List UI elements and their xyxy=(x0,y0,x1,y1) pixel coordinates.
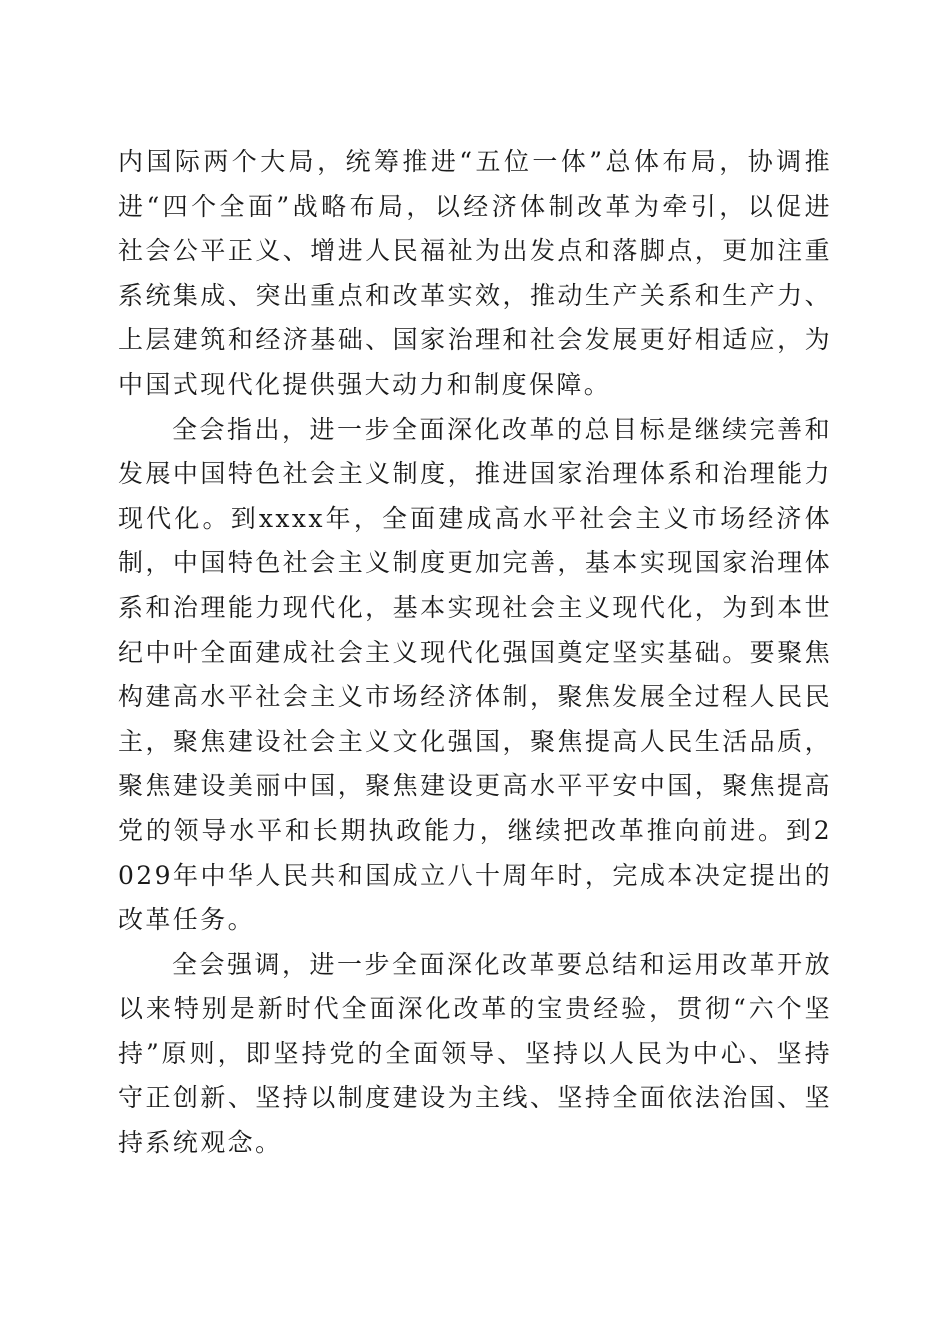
paragraph-reform-goal: 全会指出，进一步全面深化改革的总目标是继续完善和发展中国特色社会主义制度，推进国家治理体系和治理能力现代化。到xxxx年，全面建成高水平社会主义市场经济体制，中国特色社会主义制度更加完善，基本实现国家治理体系和治理能力现代化，基本实现社会主义现代化，为到本世纪中叶全面建成社会主义现代化强国奠定坚实基础。要聚焦构建高水平社会主义市场经济体制，聚焦发展全过程人民民主，聚焦建设社会主义文化强国，聚焦提高人民生活品质，聚焦建设美丽中国，聚焦建设更高水平平安中国，聚焦提高党的领导水平和长期执政能力，继续把改革推向前进。到2029年中华人民共和国成立八十周年时，完成本决定提出的改革任务。 xyxy=(118,414,832,935)
document-body xyxy=(118,140,832,1166)
paragraph-continuation: 内国际两个大局，统筹推进“五位一体”总体布局，协调推进“四个全面”战略布局，以经济体制改革为牵引，以促进社会公平正义、增进人民福祉为出发点和落脚点，更加注重系统集成、突出重点和改革实效，推动生产关系和生产力、上层建筑和经济基础、国家治理和社会发展更好相适应，为中国式现代化提供强大动力和制度保障。 xyxy=(118,147,832,399)
paragraph-six-principles: 全会强调，进一步全面深化改革要总结和运用改革开放以来特别是新时代全面深化改革的宝贵经验，贯彻“六个坚持”原则，即坚持党的全面领导、坚持以人民为中心、坚持守正创新、坚持以制度建设为主线、坚持全面依法治国、坚持系统观念。 xyxy=(118,949,832,1158)
